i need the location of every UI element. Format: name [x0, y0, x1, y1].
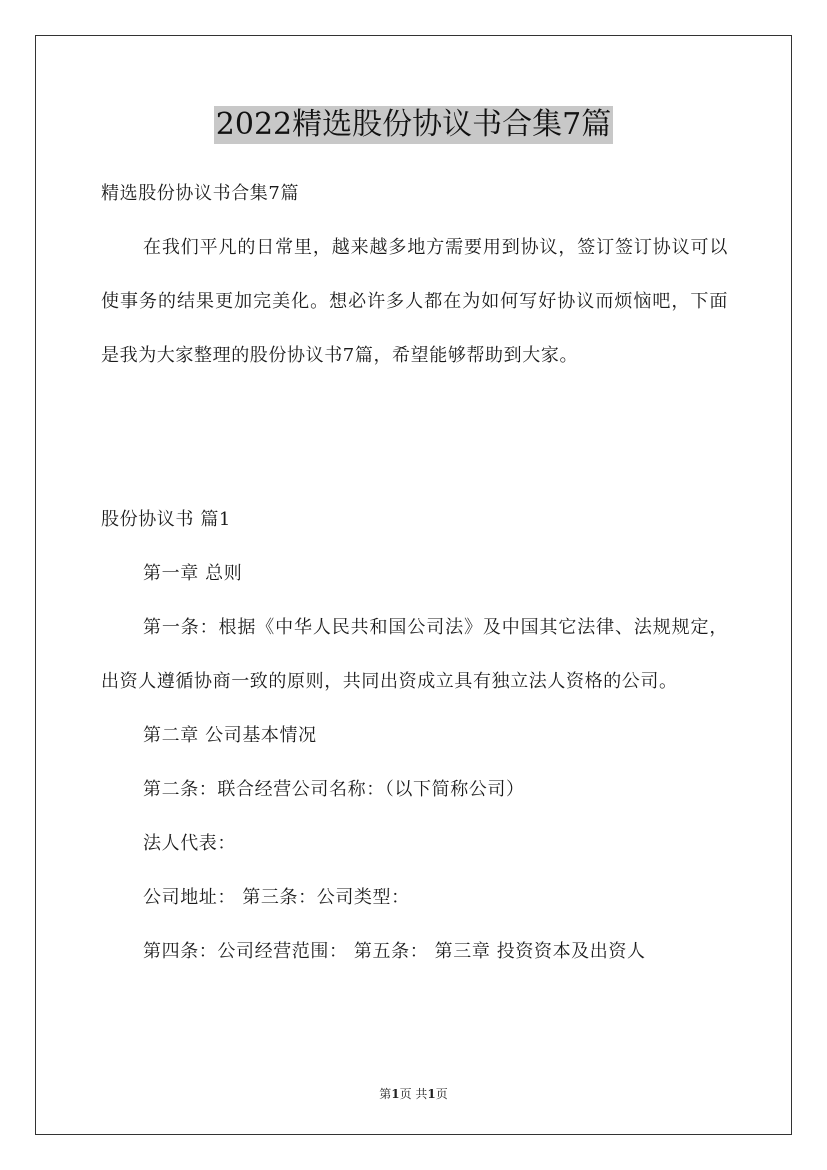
- agreement-body: [101, 493, 728, 979]
- footer-page-number: 1: [391, 1087, 400, 1101]
- section-heading: 股份协议书 篇1: [101, 509, 231, 530]
- page-footer: [0, 1085, 827, 1102]
- chapter-1-heading: 第一章 总则: [143, 563, 243, 584]
- footer-page-total: 1: [427, 1087, 436, 1101]
- intro-paragraph: 在我们平凡的日常里，越来越多地方需要用到协议，签订签订协议可以使事务的结果更加完美化。想必许多人都在为如何写好协议而烦恼吧，下面是我为大家整理的股份协议书7篇，希望能够帮助到大家。: [101, 237, 728, 366]
- chapter-2-heading: 第二章 公司基本情况: [143, 725, 317, 746]
- article-4-line: 第四条：公司经营范围： 第五条： 第三章 投资资本及出资人: [143, 941, 646, 962]
- footer-page-suffix: 页: [435, 1087, 448, 1101]
- document-title: 2022精选股份协议书合集7篇: [215, 107, 612, 142]
- article-2: 第二条：联合经营公司名称：（以下简称公司）: [143, 779, 525, 800]
- document-body: [101, 167, 728, 383]
- footer-page-prefix: 第: [379, 1087, 392, 1101]
- article-1: 第一条：根据《中华人民共和国公司法》及中国其它法律、法规规定，出资人遵循协商一致的原则，共同出资成立具有独立法人资格的公司。: [101, 617, 728, 692]
- legal-representative: 法人代表：: [143, 833, 236, 854]
- footer-page-mid: 页 共: [399, 1087, 428, 1101]
- document-title-wrap: [0, 104, 827, 144]
- company-address-line: 公司地址： 第三条：公司类型：: [143, 887, 410, 908]
- document-subtitle: 精选股份协议书合集7篇: [101, 183, 300, 204]
